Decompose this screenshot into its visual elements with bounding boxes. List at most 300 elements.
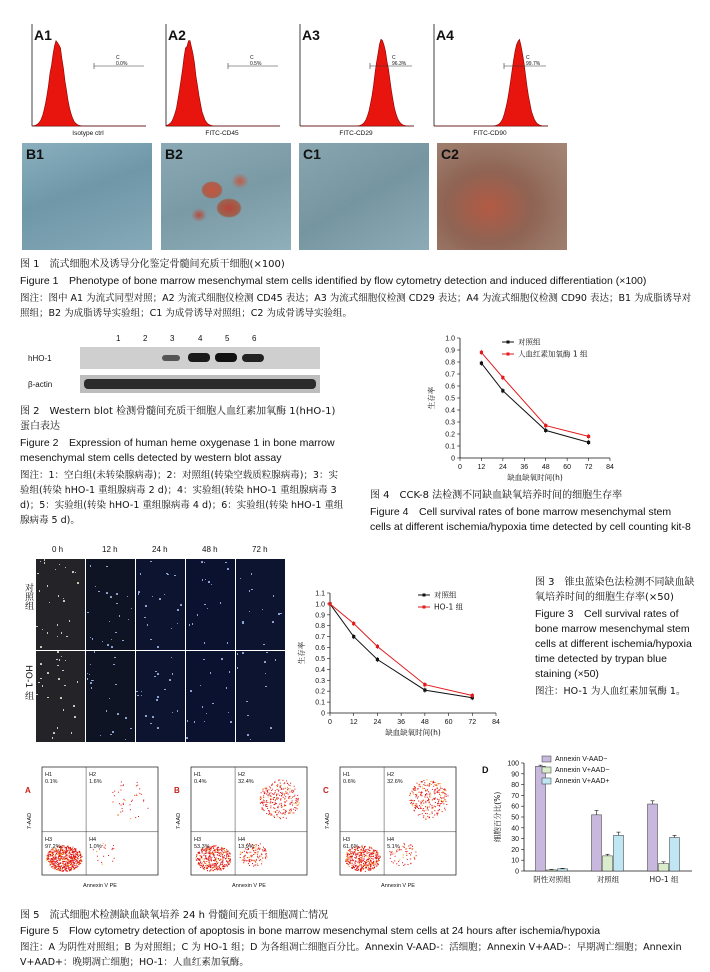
event-dot	[280, 792, 281, 793]
event-dot	[214, 864, 215, 865]
cell-dot	[154, 676, 156, 678]
event-dot	[411, 852, 412, 853]
event-dot	[69, 870, 70, 871]
cell-dot	[205, 579, 207, 581]
event-dot	[429, 794, 430, 795]
event-dot	[352, 865, 353, 866]
event-dot	[65, 853, 66, 854]
event-dot	[56, 853, 57, 854]
event-dot	[433, 817, 434, 818]
event-dot	[371, 847, 372, 848]
event-dot	[266, 855, 267, 856]
event-dot	[208, 862, 209, 863]
event-dot	[210, 850, 211, 851]
cell-dot	[59, 659, 61, 661]
event-dot	[368, 868, 369, 869]
panel-label: A4	[436, 27, 454, 43]
event-dot	[415, 805, 416, 806]
event-dot	[432, 789, 433, 790]
event-dot	[370, 854, 371, 855]
cell-dot	[47, 672, 49, 674]
event-dot	[50, 851, 51, 852]
event-dot	[413, 803, 414, 804]
event-dot	[274, 782, 275, 783]
x-axis-label: Isotype ctrl	[72, 130, 104, 137]
event-dot	[63, 864, 64, 865]
event-dot	[207, 870, 208, 871]
cell-dot	[52, 737, 54, 739]
cell-dot	[109, 698, 111, 700]
event-dot	[428, 791, 429, 792]
event-dot	[291, 810, 292, 811]
event-dot	[273, 797, 274, 798]
event-dot	[379, 856, 380, 857]
event-dot	[221, 862, 222, 863]
cell-dot	[247, 715, 249, 717]
event-dot	[413, 794, 414, 795]
event-dot	[260, 859, 261, 860]
trypan-image-cell	[186, 559, 235, 650]
event-dot	[359, 852, 360, 853]
data-point	[480, 362, 483, 365]
event-dot	[430, 781, 431, 782]
event-dot	[50, 858, 51, 859]
event-dot	[218, 850, 219, 851]
y-tick-label: 10	[511, 857, 519, 865]
event-dot	[73, 847, 74, 848]
event-dot	[351, 863, 352, 864]
event-dot	[349, 857, 350, 858]
event-dot	[204, 850, 205, 851]
event-dot	[391, 854, 392, 855]
cell-dot	[227, 642, 229, 644]
event-dot	[284, 806, 285, 807]
event-dot	[363, 869, 364, 870]
event-dot	[274, 816, 275, 817]
event-dot	[361, 855, 362, 856]
cell-dot	[63, 709, 65, 711]
event-dot	[267, 790, 268, 791]
event-dot	[283, 797, 284, 798]
event-dot	[445, 793, 446, 794]
cell-dot	[138, 593, 140, 595]
event-dot	[53, 864, 54, 865]
event-dot	[355, 858, 356, 859]
event-dot	[218, 868, 219, 869]
cell-dot	[164, 689, 166, 691]
event-dot	[76, 857, 77, 858]
event-dot	[424, 782, 425, 783]
event-dot	[377, 863, 378, 864]
event-dot	[77, 854, 78, 855]
event-dot	[123, 804, 124, 805]
event-dot	[202, 851, 203, 852]
event-dot	[432, 812, 433, 813]
event-dot	[279, 795, 280, 796]
legend-swatch	[542, 778, 551, 784]
event-dot	[365, 865, 366, 866]
event-dot	[428, 798, 429, 799]
event-dot	[274, 808, 275, 809]
event-dot	[78, 856, 79, 857]
event-dot	[420, 808, 421, 809]
event-dot	[254, 852, 255, 853]
event-dot	[370, 850, 371, 851]
event-dot	[205, 851, 206, 852]
quadrant-label: H3	[45, 836, 53, 843]
event-dot	[287, 789, 288, 790]
event-dot	[374, 867, 375, 868]
event-dot	[437, 799, 438, 800]
event-dot	[61, 866, 62, 867]
cell-dot	[47, 697, 49, 699]
event-dot	[143, 801, 144, 802]
event-dot	[445, 809, 446, 810]
event-dot	[442, 798, 443, 799]
cell-dot	[38, 682, 40, 684]
event-dot	[415, 794, 416, 795]
event-dot	[75, 851, 76, 852]
event-dot	[275, 799, 276, 800]
fig1-micrograph-c2	[437, 143, 567, 250]
event-dot	[138, 816, 139, 817]
event-dot	[250, 856, 251, 857]
event-dot	[347, 855, 348, 856]
event-dot	[217, 852, 218, 853]
event-dot	[402, 846, 403, 847]
bar	[648, 804, 658, 871]
y-tick-label: 0.8	[445, 359, 455, 367]
event-dot	[286, 793, 287, 794]
event-dot	[58, 853, 59, 854]
event-dot	[200, 867, 201, 868]
event-dot	[286, 811, 287, 812]
event-dot	[63, 854, 64, 855]
event-dot	[369, 858, 370, 859]
event-dot	[260, 799, 261, 800]
event-dot	[54, 864, 55, 865]
fig5-caption	[20, 908, 700, 970]
event-dot	[441, 798, 442, 799]
event-dot	[375, 853, 376, 854]
cell-dot	[242, 652, 244, 654]
event-dot	[69, 850, 70, 851]
event-dot	[209, 858, 210, 859]
event-dot	[220, 863, 221, 864]
event-dot	[444, 798, 445, 799]
event-dot	[280, 786, 281, 787]
cell-dot	[39, 590, 41, 592]
event-dot	[410, 863, 411, 864]
event-dot	[65, 863, 66, 864]
event-dot	[412, 846, 413, 847]
event-dot	[373, 868, 374, 869]
legend-label: Annexin V+AAD+	[555, 778, 610, 785]
event-dot	[63, 850, 64, 851]
cell-dot	[270, 727, 272, 729]
event-dot	[363, 848, 364, 849]
event-dot	[376, 861, 377, 862]
cell-dot	[72, 571, 74, 573]
cell-dot	[280, 613, 282, 615]
event-dot	[364, 854, 365, 855]
y-tick-label: 100	[507, 760, 519, 768]
event-dot	[287, 792, 288, 793]
event-dot	[70, 862, 71, 863]
event-dot	[263, 851, 264, 852]
cell-dot	[203, 659, 205, 661]
event-dot	[255, 850, 256, 851]
event-dot	[79, 860, 80, 861]
event-dot	[276, 785, 277, 786]
event-dot	[113, 848, 114, 849]
event-dot	[367, 865, 368, 866]
event-dot	[213, 848, 214, 849]
event-dot	[366, 864, 367, 865]
event-dot	[373, 861, 374, 862]
event-dot	[279, 811, 280, 812]
event-dot	[73, 849, 74, 850]
x-tick-label: 84	[606, 464, 614, 471]
event-dot	[280, 818, 281, 819]
cell-dot	[69, 620, 71, 622]
event-dot	[273, 799, 274, 800]
event-dot	[250, 852, 251, 853]
event-dot	[132, 800, 133, 801]
event-dot	[288, 813, 289, 814]
event-dot	[68, 853, 69, 854]
event-dot	[426, 794, 427, 795]
event-dot	[97, 856, 98, 857]
event-dot	[294, 795, 295, 796]
event-dot	[441, 803, 442, 804]
event-dot	[412, 804, 413, 805]
event-dot	[147, 808, 148, 809]
cell-dot	[157, 727, 159, 729]
event-dot	[413, 788, 414, 789]
event-dot	[362, 868, 363, 869]
event-dot	[368, 870, 369, 871]
event-dot	[364, 859, 365, 860]
event-dot	[261, 802, 262, 803]
event-dot	[281, 789, 282, 790]
event-dot	[442, 801, 443, 802]
event-dot	[345, 861, 346, 862]
event-dot	[424, 788, 425, 789]
event-dot	[58, 859, 59, 860]
event-dot	[366, 866, 367, 867]
event-dot	[137, 785, 138, 786]
event-dot	[281, 793, 282, 794]
event-dot	[355, 865, 356, 866]
event-dot	[418, 815, 419, 816]
event-dot	[281, 807, 282, 808]
event-dot	[58, 858, 59, 859]
event-dot	[226, 861, 227, 862]
event-dot	[280, 787, 281, 788]
fig3-caption-note: 图注：HO-1 为人血红素加氧酶 1。	[535, 686, 686, 697]
cell-dot	[169, 679, 171, 681]
event-dot	[258, 851, 259, 852]
event-dot	[410, 854, 411, 855]
event-dot	[121, 781, 122, 782]
event-dot	[425, 818, 426, 819]
event-dot	[402, 862, 403, 863]
bar	[614, 835, 624, 871]
event-dot	[81, 860, 82, 861]
fig3-line-chart	[288, 585, 503, 740]
cell-dot	[201, 561, 203, 563]
bar	[659, 863, 669, 871]
event-dot	[265, 854, 266, 855]
event-dot	[297, 795, 298, 796]
event-dot	[202, 867, 203, 868]
event-dot	[206, 864, 207, 865]
event-dot	[52, 855, 53, 856]
x-tick-label: 12	[477, 464, 486, 471]
event-dot	[48, 855, 49, 856]
cell-dot	[137, 695, 139, 697]
event-dot	[286, 800, 287, 801]
event-dot	[217, 849, 218, 850]
event-dot	[214, 865, 215, 866]
event-dot	[136, 785, 137, 786]
y-tick-label: 0.6	[445, 383, 455, 391]
event-dot	[217, 854, 218, 855]
quadrant-value: 61.6%	[343, 843, 359, 850]
event-dot	[72, 848, 73, 849]
event-dot	[219, 860, 220, 861]
event-dot	[97, 860, 98, 861]
legend-label: Annexin V+AAD−	[555, 767, 610, 774]
y-tick-label: 80	[511, 782, 519, 790]
event-dot	[429, 784, 430, 785]
event-dot	[409, 848, 410, 849]
event-dot	[60, 856, 61, 857]
event-dot	[371, 864, 372, 865]
event-dot	[413, 792, 414, 793]
event-dot	[348, 864, 349, 865]
event-dot	[55, 861, 56, 862]
quadrant-value: 0.4%	[194, 779, 207, 785]
fig1-micrograph-b2	[161, 143, 291, 250]
event-dot	[438, 783, 439, 784]
cell-dot	[251, 589, 253, 591]
event-dot	[292, 805, 293, 806]
event-dot	[63, 867, 64, 868]
event-dot	[423, 784, 424, 785]
event-dot	[225, 852, 226, 853]
event-dot	[62, 870, 63, 871]
event-dot	[437, 805, 438, 806]
gate-label: C	[392, 55, 396, 61]
event-dot	[71, 863, 72, 864]
event-dot	[368, 857, 369, 858]
event-dot	[222, 848, 223, 849]
event-dot	[219, 855, 220, 856]
event-dot	[287, 790, 288, 791]
event-dot	[427, 785, 428, 786]
event-dot	[434, 806, 435, 807]
event-dot	[292, 792, 293, 793]
event-dot	[427, 808, 428, 809]
cell-dot	[61, 632, 63, 634]
event-dot	[416, 794, 417, 795]
event-dot	[433, 798, 434, 799]
event-dot	[372, 856, 373, 857]
x-tick-label: 0	[328, 719, 332, 726]
quadrant-value: 0.1%	[45, 779, 58, 785]
cell-dot	[171, 657, 173, 659]
event-dot	[68, 846, 69, 847]
event-dot	[369, 854, 370, 855]
event-dot	[198, 852, 199, 853]
event-dot	[105, 848, 106, 849]
event-dot	[345, 860, 346, 861]
event-dot	[347, 857, 348, 858]
event-dot	[256, 844, 257, 845]
event-dot	[419, 792, 420, 793]
event-dot	[70, 849, 71, 850]
event-dot	[63, 866, 64, 867]
event-dot	[356, 869, 357, 870]
event-dot	[53, 861, 54, 862]
event-dot	[363, 868, 364, 869]
event-dot	[49, 854, 50, 855]
event-dot	[432, 799, 433, 800]
lane-number: 1	[116, 334, 121, 343]
event-dot	[354, 851, 355, 852]
event-dot	[288, 794, 289, 795]
event-dot	[139, 793, 140, 794]
x-axis-label: FITC-CD45	[205, 130, 239, 137]
event-dot	[72, 857, 73, 858]
event-dot	[131, 801, 132, 802]
cell-dot	[100, 735, 102, 737]
event-dot	[363, 849, 364, 850]
event-dot	[254, 847, 255, 848]
event-dot	[211, 860, 212, 861]
event-dot	[210, 865, 211, 866]
event-dot	[285, 802, 286, 803]
event-dot	[297, 799, 298, 800]
event-dot	[71, 848, 72, 849]
event-dot	[293, 791, 294, 792]
event-dot	[59, 867, 60, 868]
event-dot	[59, 862, 60, 863]
trypan-image-cell	[86, 559, 135, 650]
event-dot	[442, 792, 443, 793]
event-dot	[56, 869, 57, 870]
fig5d-bar-chart	[482, 753, 697, 898]
event-dot	[260, 797, 261, 798]
event-dot	[426, 810, 427, 811]
series-line	[481, 352, 588, 436]
event-dot	[277, 786, 278, 787]
event-dot	[212, 853, 213, 854]
data-point	[328, 602, 331, 605]
event-dot	[61, 856, 62, 857]
x-tick-label: 60	[444, 719, 453, 726]
event-dot	[361, 867, 362, 868]
event-dot	[103, 843, 104, 844]
cell-dot	[106, 710, 108, 712]
event-dot	[62, 868, 63, 869]
event-dot	[278, 791, 279, 792]
x-axis-label: Annexin V PE	[232, 883, 266, 889]
event-dot	[391, 852, 392, 853]
event-dot	[359, 865, 360, 866]
